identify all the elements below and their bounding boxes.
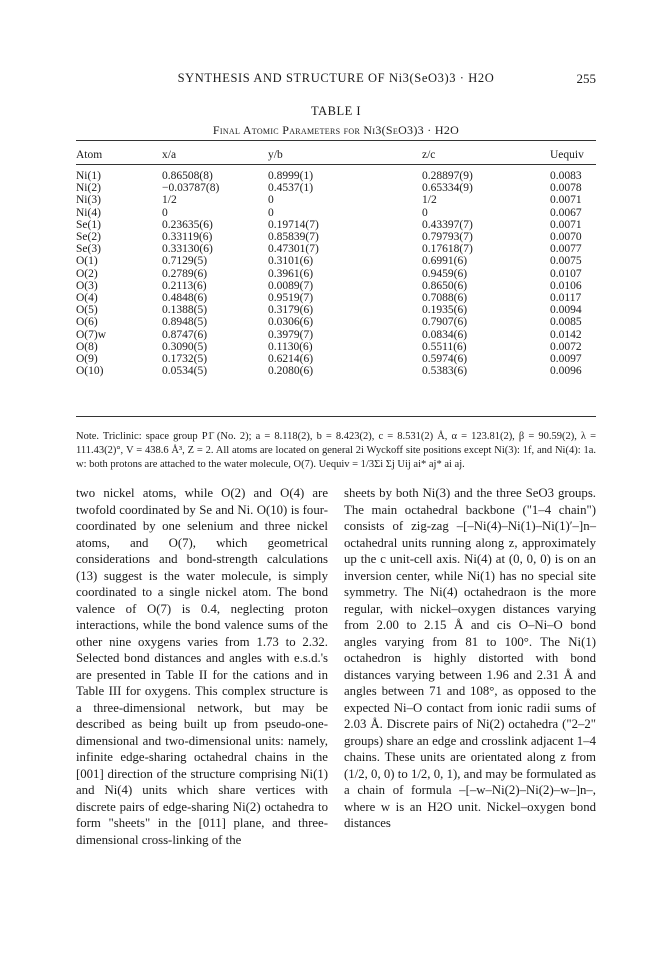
table-cell: 0.28897(9) [422, 170, 473, 182]
body-left-column [76, 485, 328, 848]
table-row [76, 194, 596, 206]
table-cell: 0.0075 [550, 255, 582, 268]
table-cell: 0.19714(7) [268, 218, 319, 231]
table-row [76, 316, 596, 328]
table-cell: O(8) [76, 340, 98, 353]
table-cell: 0.9519(7) [268, 292, 314, 305]
table-cell: 0.33130(6) [162, 243, 213, 256]
table-cell: 0.33119(6) [162, 231, 213, 244]
table-cell: 0.0085 [550, 316, 582, 329]
table-cell: 0.0097 [550, 353, 582, 366]
table-row [76, 365, 596, 377]
table-cell: 0.0534(5) [162, 365, 208, 378]
table-header-row [76, 146, 596, 164]
table-cell: O(10) [76, 365, 104, 378]
table-cell: 0.0107 [550, 267, 582, 280]
table-cell: 0.6214(6) [268, 353, 314, 366]
table-cell: 0.0834(6) [422, 328, 468, 341]
table-cell: 1/2 [162, 194, 177, 207]
table-cell: 0.8999(1) [268, 170, 314, 182]
table-cell: 0.3979(7) [268, 328, 314, 341]
table-cell: 0.0078 [550, 182, 582, 195]
body-paragraph: sheets by both Ni(3) and the three SeO3 groups. The main octahedral backbone ("1–4 chain") consists of zig-zag –[–Ni(4)–Ni(1)–Ni(1)′–]n– octahedral units running along z, approximately up the c unit-cell axis. Ni(4) at (0, 0, 0) is on an inversion center, while Ni(1) has no special site symmetry. The Ni(4) octahedraon is the more regular, with nickel–oxygen distances varying from 2.00 to 2.15 Å and cis O–Ni–O bond angles varying from 81 to 100°. The Ni(1) octahedron is highly distorted with bond distances varying between 1.96 and 2.31 Å and angles between 71 and 108°, as opposed to the expected Ni–O contact from ionic radii sums of 2.03 Å. Discrete pairs of Ni(2) octahedra ("2–2" groups) share an edge and crosslink adjacent 1–4 chains. These units are orientated along z from (1/2, 0, 0) to 1/2, 0, 1), and may be formulated as a chain of formula –[–w–Ni(2)–Ni(2)–w–]n–, where w is an H2O unit. Nickel–oxygen bond distances [344, 486, 596, 830]
table-cell: O(9) [76, 353, 98, 366]
table-row [76, 292, 596, 304]
table-cell: −0.03787(8) [162, 182, 220, 195]
table-cell: O(4) [76, 292, 98, 305]
table-row [76, 207, 596, 219]
table-note: Note. Triclinic: space group P1̄ (No. 2); a = 8.118(2), b = 8.423(2), c = 8.531(2) Å, α = 123.81(2), β = 90.59(2), λ = 111.43(2)°, V = 438.6 Å³, Z = 2. All atoms are located on general 2i Wyckoff site positions except Ni(3): 1f, and Ni(4): 1a. w: both protons are attached to the water molecule, O(7). Uequiv = 1/3Σi Σj Uij ai* aj* ai aj. [76, 431, 596, 470]
table-cell: 0.86508(8) [162, 170, 213, 182]
table-cell: Ni(1) [76, 170, 101, 182]
table-cell: 0.85839(7) [268, 231, 319, 244]
table-cell: 0.43397(7) [422, 218, 473, 231]
table-cell: 0.0096 [550, 365, 582, 378]
column-header-atom: Atom [76, 149, 103, 161]
table-body [76, 164, 596, 377]
page-number: 255 [576, 71, 596, 86]
table-cell: Ni(3) [76, 194, 101, 207]
table-row [76, 353, 596, 365]
table-cell: O(6) [76, 316, 98, 329]
table-cell: 0.3179(6) [268, 304, 314, 317]
column-header-z: z/c [422, 149, 436, 161]
table-row [76, 255, 596, 267]
table-cell: 0.23635(6) [162, 218, 213, 231]
table-cell: 0.1130(6) [268, 340, 313, 353]
table-row [76, 182, 596, 194]
table-label: TABLE I [310, 104, 362, 118]
table-cell: Se(3) [76, 243, 101, 256]
atomic-parameters-table [76, 146, 596, 377]
table-cell: 0.0083 [550, 170, 582, 182]
table-cell: 0.5511(6) [422, 340, 467, 353]
table-cell: 0.8650(6) [422, 279, 468, 292]
table-cell: 0 [162, 206, 168, 219]
table-cell: Se(2) [76, 231, 101, 244]
table-row [76, 243, 596, 255]
table-cell: O(7)w [76, 328, 107, 341]
table-cell: 0.65334(9) [422, 182, 473, 195]
table-cell: 0.7129(5) [162, 255, 208, 268]
table-row [76, 304, 596, 316]
table-cell: 0.3090(5) [162, 340, 208, 353]
table-cell: O(5) [76, 304, 98, 317]
table-cell: 0.0072 [550, 340, 582, 353]
table-cell: 0.0067 [550, 206, 582, 219]
table-cell: 0.0071 [550, 194, 582, 207]
table-cell: 0.1935(6) [422, 304, 468, 317]
table-cell: 0.5974(6) [422, 353, 468, 366]
table-cell: 0.4537(1) [268, 182, 314, 195]
table-cell: 0.0089(7) [268, 279, 314, 292]
table-caption: Final Atomic Parameters for Ni3(SeO3)3 · H2O [212, 123, 460, 137]
table-cell: 0.1388(5) [162, 304, 208, 317]
table-cell: 0.2080(6) [268, 365, 314, 378]
table-cell: 0.0142 [550, 328, 582, 341]
column-header-y: y/b [268, 149, 283, 161]
table-cell: Se(1) [76, 218, 101, 231]
table-cell: 0.7088(6) [422, 292, 468, 305]
table-cell: 0.8747(6) [162, 328, 208, 341]
table-row [76, 280, 596, 292]
table-cell: 0 [422, 206, 428, 219]
table-cell: 0.8948(5) [162, 316, 208, 329]
table-cell: 0 [268, 206, 274, 219]
table-row [76, 231, 596, 243]
table-cell: 0.2113(6) [162, 279, 207, 292]
table-cell: 0.47301(7) [268, 243, 319, 256]
table-cell: 0.0094 [550, 304, 582, 317]
table-row [76, 164, 596, 182]
table-row [76, 268, 596, 280]
table-cell: 0.7907(6) [422, 316, 468, 329]
table-cell: Ni(2) [76, 182, 101, 195]
table-cell: 0.1732(5) [162, 353, 208, 366]
table-cell: 0.0106 [550, 279, 582, 292]
table-cell: 0.79793(7) [422, 231, 473, 244]
body-right-column [344, 485, 596, 832]
table-cell: O(2) [76, 267, 98, 280]
table-cell: 1/2 [422, 194, 437, 207]
table-cell: 0.5383(6) [422, 365, 468, 378]
table-cell: 0.0117 [550, 292, 582, 305]
table-row [76, 341, 596, 353]
table-cell: 0 [268, 194, 274, 207]
table-cell: O(1) [76, 255, 98, 268]
table-cell: 0.2789(6) [162, 267, 208, 280]
body-paragraph: two nickel atoms, while O(2) and O(4) are twofold coordinated by Se and Ni. O(10) is four-coordinated by one selenium and three nickel atoms, and O(7), which geometrical considerations and bond-strength calculations (13) suggest is the water molecule, is simply coordinated to a single nickel atom. The bond valence of O(7) is 0.4, neglecting proton interactions, while the bond valence sums of the other nine oxygens varies from 1.73 to 2.32. Selected bond distances and angles with e.s.d.'s are presented in Table II for the cations and in Table III for oxygens. This complex structure is a three-dimensional network, but may be described as being built up from pseudo-one-dimensional and two-dimensional units: namely, infinite edge-sharing octahedral chains in the [001] direction of the structure comprising Ni(1) and Ni(4) units which share vertices with discrete pairs of edge-sharing Ni(2) octahedra to form "sheets" in the [011] plane, and three-dimensional cross-linking of the [76, 486, 328, 847]
table-cell: 0.17618(7) [422, 243, 473, 256]
table-row [76, 329, 596, 341]
running-title: SYNTHESIS AND STRUCTURE OF Ni3(SeO3)3 · H2O [177, 71, 495, 85]
table-cell: 0.0077 [550, 243, 582, 256]
table-cell: 0.4848(6) [162, 292, 208, 305]
table-cell: 0.3101(6) [268, 255, 314, 268]
table-cell: O(3) [76, 279, 98, 292]
table-bottom-rule [76, 416, 596, 417]
table-cell: 0.0070 [550, 231, 582, 244]
table-row [76, 219, 596, 231]
table-cell: 0.9459(6) [422, 267, 468, 280]
table-top-rule [76, 140, 596, 141]
column-header-x: x/a [162, 149, 177, 161]
table-cell: 0.0071 [550, 218, 582, 231]
table-cell: Ni(4) [76, 206, 101, 219]
table-cell: 0.3961(6) [268, 267, 314, 280]
table-cell: 0.6991(6) [422, 255, 468, 268]
table-cell: 0.0306(6) [268, 316, 314, 329]
page-header [76, 71, 596, 91]
column-header-uequiv: Uequiv [550, 149, 584, 161]
